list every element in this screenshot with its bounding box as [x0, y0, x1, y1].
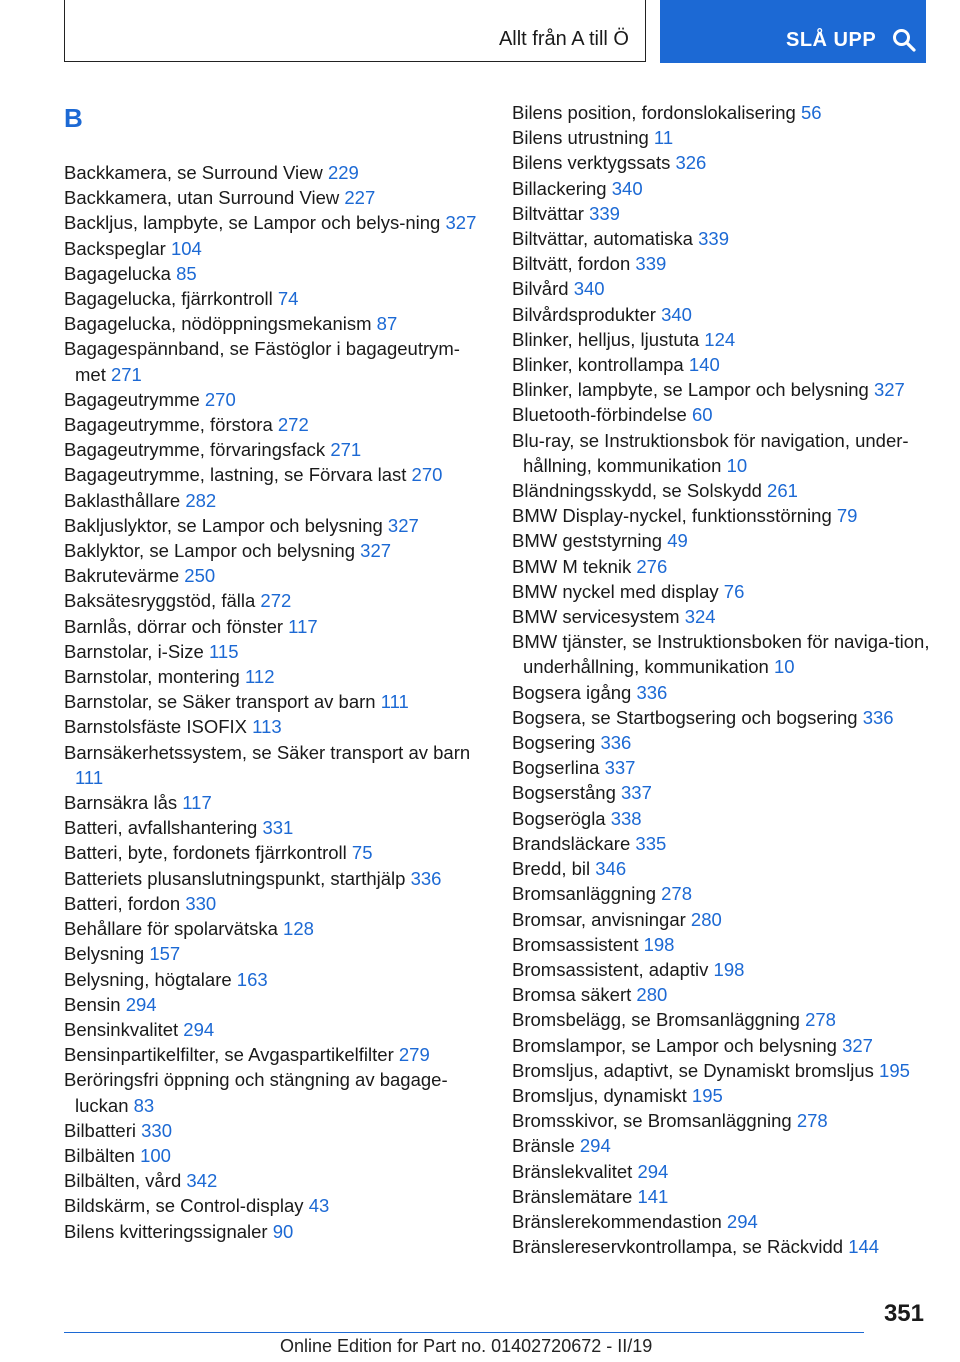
- index-entry-text: Barnstolar, i-Size: [64, 640, 209, 662]
- page-reference-link[interactable]: 198: [643, 933, 675, 955]
- index-entry-text: BMW Display-nyckel, funktionsstörning: [512, 505, 837, 527]
- page-reference-link[interactable]: 270: [204, 388, 236, 410]
- index-entry-text: Bilens position, fordonslokalisering: [512, 102, 801, 123]
- page-reference-link[interactable]: 276: [636, 555, 668, 577]
- index-entry-text: Belysning: [64, 943, 150, 965]
- index-entry: [512, 1033, 932, 1058]
- page-reference-link[interactable]: 327: [842, 1034, 873, 1056]
- index-entry: [512, 1234, 932, 1259]
- page-reference-link[interactable]: 324: [684, 606, 716, 628]
- index-entry: [64, 866, 484, 891]
- index-entry: [512, 150, 932, 175]
- page-reference-link[interactable]: 79: [836, 505, 858, 527]
- index-entry: [512, 1159, 932, 1184]
- index-entry: [64, 1143, 484, 1168]
- index-entry-text: Bilens kvitteringssignaler: [64, 1220, 273, 1242]
- index-entry: [512, 528, 932, 553]
- index-entry: [512, 251, 932, 276]
- page-reference-link[interactable]: 339: [635, 253, 667, 275]
- index-entry: [64, 992, 484, 1017]
- index-entry: [512, 352, 932, 377]
- page-reference-link[interactable]: 76: [723, 580, 745, 602]
- index-entry: [64, 160, 484, 185]
- index-entry-text: Bluetooth-förbindelse: [512, 404, 692, 426]
- index-entry-text: Bagagelucka, fjärrkontroll: [64, 288, 278, 310]
- index-entry-text: Batteriets plusanslutningspunkt, starthjälp: [64, 867, 411, 889]
- index-entry: [64, 664, 484, 689]
- page-reference-link[interactable]: 11: [653, 127, 674, 149]
- index-list-left: [64, 160, 484, 1244]
- index-entry-text: Bromsskivor, se Bromsanläggning: [512, 1110, 797, 1132]
- index-entry-text: Bredd, bil: [512, 858, 596, 880]
- index-entry-text: Bromsanläggning: [512, 883, 662, 905]
- index-entry-text: Barnsäkra lås: [64, 792, 183, 814]
- index-entry-text: Barnstolar, montering: [64, 666, 245, 688]
- index-entry: [64, 588, 484, 613]
- page-reference-link[interactable]: 279: [398, 1044, 430, 1066]
- index-entry: [512, 604, 932, 629]
- index-entry-text: Bogserögla: [512, 807, 611, 829]
- index-entry-text: Brandsläckare: [512, 832, 636, 854]
- index-entry-text: BMW geststyrning: [512, 530, 668, 552]
- index-entry: [512, 831, 932, 856]
- page-reference-link[interactable]: 144: [848, 1236, 880, 1258]
- page-reference-link[interactable]: 346: [595, 858, 627, 880]
- index-entry-text: Biltvätt, fordon: [512, 253, 636, 275]
- page-reference-link[interactable]: 272: [277, 414, 309, 436]
- index-entry-text: Blu-ray, se Instruktionsbok för navigation, under-hållning, kommunikation: [512, 429, 909, 476]
- index-entry-text: Bromsa säkert: [512, 984, 637, 1006]
- footer-rule: [64, 1332, 864, 1333]
- index-entry: [64, 790, 484, 815]
- index-entry-text: Bromslampor, se Lampor och belysning: [512, 1034, 843, 1056]
- page-reference-link[interactable]: 128: [283, 918, 314, 940]
- search-button-label: SLÅ UPP: [786, 29, 877, 51]
- page-reference-link[interactable]: 337: [621, 782, 652, 804]
- index-entry: [512, 579, 932, 604]
- page-reference-link[interactable]: 111: [75, 766, 104, 788]
- page-reference-link[interactable]: 327: [360, 540, 392, 562]
- index-entry: [512, 705, 932, 730]
- page-reference-link[interactable]: 163: [236, 968, 268, 990]
- index-entry: [512, 201, 932, 226]
- index-entry-text: Backkamera, utan Surround View: [64, 187, 345, 209]
- page-reference-link[interactable]: 339: [698, 228, 729, 250]
- index-entry: [512, 881, 932, 906]
- index-entry-text: Belysning, högtalare: [64, 968, 237, 990]
- index-entry: [64, 840, 484, 865]
- index-entry: [64, 916, 484, 941]
- index-entry-text: Bagageutrymme, förstora: [64, 414, 278, 436]
- index-entry: [512, 629, 932, 679]
- index-entry: [64, 689, 484, 714]
- index-entry-text: Behållare för spolarvätska: [64, 918, 284, 940]
- index-entry-text: Bromsar, anvisningar: [512, 908, 691, 930]
- index-entry-text: Bensin: [64, 993, 126, 1015]
- index-entry: [64, 815, 484, 840]
- index-entry-text: Bilbälten, vård: [64, 1170, 187, 1192]
- index-entry-text: Barnsäkerhetssystem, se Säker transport av barn: [64, 741, 471, 763]
- index-entry: [512, 100, 932, 125]
- page-reference-link[interactable]: 75: [351, 842, 373, 864]
- index-entry: [512, 554, 932, 579]
- page-reference-link[interactable]: 229: [327, 162, 359, 183]
- index-entry: [512, 680, 932, 705]
- page-number: 351: [883, 1300, 924, 1327]
- index-entry-text: Bogserstång: [512, 782, 622, 804]
- page-reference-link[interactable]: 294: [125, 993, 157, 1015]
- page-reference-link[interactable]: 111: [380, 691, 409, 713]
- page-reference-link[interactable]: 272: [260, 590, 292, 612]
- page-reference-link[interactable]: 227: [344, 187, 376, 209]
- index-entry-text: Batteri, avfallshantering: [64, 817, 263, 839]
- page-reference-link[interactable]: 271: [110, 363, 142, 385]
- index-entry: [512, 1058, 932, 1083]
- page-reference-link[interactable]: 327: [445, 212, 477, 234]
- index-entry-text: Bilvård: [512, 278, 574, 300]
- index-entry-text: Bränslekvalitet: [512, 1160, 638, 1182]
- index-entry: [512, 907, 932, 932]
- index-entry: [64, 941, 484, 966]
- index-entry: [512, 1184, 932, 1209]
- page-reference-link[interactable]: 261: [767, 480, 798, 502]
- index-entry: [512, 478, 932, 503]
- page-reference-link[interactable]: 327: [387, 514, 419, 536]
- index-entry: [512, 327, 932, 352]
- page-reference-link[interactable]: 336: [862, 706, 894, 728]
- index-entry: [512, 1209, 932, 1234]
- index-entry-text: Bogsering: [512, 732, 601, 754]
- page-reference-link[interactable]: 117: [288, 615, 318, 637]
- page-reference-link[interactable]: 340: [573, 278, 605, 300]
- index-entry-text: Bländningsskydd, se Solskydd: [512, 480, 768, 502]
- index-entry-text: Beröringsfri öppning och stängning av bagage-luckan: [64, 1069, 448, 1116]
- index-entry-text: Bilens verktygssats: [512, 152, 676, 174]
- search-icon: [892, 28, 916, 52]
- index-entry-text: Bagageutrymme: [64, 388, 205, 410]
- index-entry-text: Bilbälten: [64, 1144, 141, 1166]
- page-reference-link[interactable]: 83: [133, 1094, 155, 1116]
- index-list-right: [512, 100, 932, 1259]
- index-entry: [64, 614, 484, 639]
- page-reference-link[interactable]: 198: [713, 958, 745, 980]
- index-entry-text: Bensinkvalitet: [64, 1018, 184, 1040]
- index-entry: [64, 513, 484, 538]
- index-entry-text: BMW M teknik: [512, 555, 637, 577]
- index-entry-text: Bensinpartikelfilter, se Avgaspartikelfilter: [64, 1044, 399, 1066]
- index-entry-text: Blinker, helljus, ljustuta: [512, 328, 705, 350]
- index-entry-text: Barnstolar, se Säker transport av barn: [64, 691, 381, 713]
- index-column-left: [64, 100, 484, 1244]
- index-entry-text: Baksätesryggstöd, fälla: [64, 590, 261, 612]
- page-reference-link[interactable]: 326: [675, 152, 707, 174]
- index-entry: [512, 276, 932, 301]
- index-entry-text: Bogsera, se Startbogsering och bogsering: [512, 706, 863, 728]
- page-reference-link[interactable]: 49: [667, 530, 688, 552]
- index-entry: [64, 311, 484, 336]
- page-reference-link[interactable]: 330: [141, 1119, 172, 1141]
- index-entry-text: Bränslerekommendastion: [512, 1210, 727, 1232]
- index-entry: [64, 236, 484, 261]
- section-letter: B: [64, 103, 83, 133]
- index-entry: [64, 563, 484, 588]
- index-entry-text: Bränsle: [512, 1135, 580, 1157]
- tab-a-to-o[interactable]: [64, 0, 646, 62]
- index-entry: [64, 891, 484, 916]
- index-entry: [512, 125, 932, 150]
- index-entry-text: BMW tjänster, se Instruktionsboken för naviga-tion, underhållning, kommunikation: [512, 631, 930, 678]
- index-entry: [64, 210, 484, 235]
- index-entry: [64, 1042, 484, 1067]
- page-reference-link[interactable]: 104: [170, 237, 202, 259]
- index-entry-text: Backljus, lampbyte, se Lampor och belys-ning: [64, 212, 446, 234]
- index-entry-text: BMW nyckel med display: [512, 580, 724, 602]
- page-reference-link[interactable]: 294: [579, 1135, 611, 1157]
- index-entry: [64, 967, 484, 992]
- search-button[interactable]: [660, 0, 926, 63]
- page-reference-link[interactable]: 100: [140, 1144, 171, 1166]
- index-entry: [512, 780, 932, 805]
- index-entry: [64, 1067, 484, 1117]
- index-entry: [512, 730, 932, 755]
- index-entry-text: Baklasthållare: [64, 489, 186, 511]
- page-reference-link[interactable]: 43: [308, 1195, 330, 1217]
- index-entry: [64, 462, 484, 487]
- top-navigation: [64, 0, 926, 64]
- index-entry: [64, 286, 484, 311]
- index-entry-text: Batteri, byte, fordonets fjärrkontroll: [64, 842, 352, 864]
- index-entry: [64, 1017, 484, 1042]
- index-entry-text: Bromsljus, adaptivt, se Dynamiskt bromsljus: [512, 1059, 880, 1081]
- page-reference-link[interactable]: 340: [661, 303, 692, 325]
- index-entry: [64, 1168, 484, 1193]
- index-entry-text: BMW servicesystem: [512, 606, 685, 628]
- index-entry-text: Bagageutrymme, lastning, se Förvara last: [64, 464, 412, 486]
- page-reference-link[interactable]: 336: [636, 681, 668, 703]
- index-entry: [512, 302, 932, 327]
- page-reference-link[interactable]: 115: [208, 640, 239, 662]
- page-reference-link[interactable]: 340: [611, 177, 643, 199]
- index-entry: [512, 957, 932, 982]
- page-reference-link[interactable]: 112: [244, 666, 275, 688]
- index-entry: [512, 1133, 932, 1158]
- page-reference-link[interactable]: 278: [796, 1110, 828, 1132]
- page-reference-link[interactable]: 336: [410, 867, 442, 889]
- page-reference-link[interactable]: 339: [589, 202, 620, 224]
- page-reference-link[interactable]: 330: [185, 892, 217, 914]
- index-entry-text: Bromsbelägg, se Bromsanläggning: [512, 1009, 806, 1031]
- footer: [280, 1336, 652, 1357]
- page-reference-link[interactable]: 294: [637, 1160, 669, 1182]
- index-entry: [64, 538, 484, 563]
- page-reference-link[interactable]: 195: [691, 1084, 723, 1106]
- page-reference-link[interactable]: 294: [183, 1018, 215, 1040]
- index-entry: [512, 402, 932, 427]
- page-reference-link[interactable]: 278: [805, 1009, 836, 1031]
- index-entry-text: Barnlås, dörrar och fönster: [64, 615, 289, 637]
- page-reference-link[interactable]: 60: [691, 404, 713, 426]
- tab-a-to-o-label: Allt från A till Ö: [498, 28, 629, 50]
- page-reference-link[interactable]: 10: [773, 656, 795, 678]
- index-entry-text: Backkamera, se Surround View: [64, 162, 328, 183]
- index-entry: [512, 428, 932, 478]
- index-entry-text: Batteri, fordon: [64, 892, 186, 914]
- index-entry-text: Billackering: [512, 177, 612, 199]
- page-reference-link[interactable]: 270: [411, 464, 443, 486]
- index-entry-text: Bromsljus, dynamiskt: [512, 1084, 692, 1106]
- page-reference-link[interactable]: 195: [879, 1059, 910, 1081]
- index-entry: [512, 1108, 932, 1133]
- page-reference-link[interactable]: 117: [182, 792, 212, 814]
- index-entry: [64, 412, 484, 437]
- index-entry-text: Bagagespännband, se Fästöglor i bagageutrym-met: [64, 338, 460, 385]
- page-reference-link[interactable]: 124: [704, 328, 736, 350]
- index-entry-text: Bagagelucka, nödöppningsmekanism: [64, 313, 377, 335]
- index-entry: [64, 437, 484, 462]
- footer-edition: Online Edition for Part no. 01402720672 - II/19: [280, 1336, 653, 1356]
- index-entry: [512, 226, 932, 251]
- index-entry: [64, 488, 484, 513]
- index-entry-text: Bogsera igång: [512, 681, 637, 703]
- index-entry-text: Bildskärm, se Control-display: [64, 1195, 309, 1217]
- page-reference-link[interactable]: 85: [176, 262, 197, 284]
- index-entry-text: Baklyktor, se Lampor och belysning: [64, 540, 361, 562]
- page-reference-link[interactable]: 342: [186, 1170, 218, 1192]
- index-entry: [64, 639, 484, 664]
- page-reference-link[interactable]: 280: [636, 984, 668, 1006]
- index-column-right: [512, 100, 932, 1259]
- index-entry: [512, 755, 932, 780]
- index-entry-text: Blinker, kontrollampa: [512, 354, 689, 376]
- index-entry-text: Biltvättar: [512, 202, 590, 224]
- index-entry: [64, 1193, 484, 1218]
- index-entry: [64, 1118, 484, 1143]
- index-entry-text: Bilvårdsprodukter: [512, 303, 662, 325]
- index-entry: [64, 714, 484, 739]
- index-entry: [512, 806, 932, 831]
- index-entry: [64, 185, 484, 210]
- index-entry: [512, 1007, 932, 1032]
- index-entry-text: Bränslemätare: [512, 1185, 638, 1207]
- index-entry-text: Bagageutrymme, förvaringsfack: [64, 439, 331, 461]
- page-reference-link[interactable]: 294: [726, 1210, 758, 1232]
- index-entry-text: Barnstolsfäste ISOFIX: [64, 716, 253, 738]
- page-reference-link[interactable]: 141: [637, 1185, 669, 1207]
- page-reference-link[interactable]: 336: [600, 732, 632, 754]
- index-entry: [512, 176, 932, 201]
- index-entry: [64, 740, 484, 790]
- page-reference-link[interactable]: 250: [184, 565, 216, 587]
- index-entry: [512, 982, 932, 1007]
- page-reference-link[interactable]: 74: [277, 288, 299, 310]
- index-entry-text: Bromsassistent: [512, 933, 644, 955]
- index-entry: [512, 932, 932, 957]
- index-entry-text: Bilens utrustning: [512, 127, 654, 149]
- page-reference-link[interactable]: 278: [661, 883, 692, 905]
- index-entry: [64, 261, 484, 286]
- page-reference-link[interactable]: 337: [604, 757, 636, 779]
- page-reference-link[interactable]: 87: [376, 313, 398, 335]
- page-reference-link[interactable]: 113: [252, 716, 282, 738]
- index-entry-text: Bogserlina: [512, 757, 605, 779]
- index-entry: [512, 1083, 932, 1108]
- index-entry: [512, 503, 932, 528]
- index-entry-text: Bagagelucka: [64, 262, 177, 284]
- index-entry-text: Bakrutevärme: [64, 565, 185, 587]
- page-reference-link[interactable]: 282: [185, 489, 217, 511]
- page-reference-link[interactable]: 271: [330, 439, 362, 461]
- index-entry-text: Bilbatteri: [64, 1119, 142, 1141]
- index-entry: [64, 1219, 484, 1244]
- page-reference-link[interactable]: 327: [873, 379, 905, 401]
- index-entry-text: Bromsassistent, adaptiv: [512, 958, 714, 980]
- page-reference-link[interactable]: 10: [726, 454, 748, 476]
- page-reference-link[interactable]: 331: [262, 817, 294, 839]
- index-entry-text: Backspeglar: [64, 237, 171, 259]
- index-entry: [64, 387, 484, 412]
- page-reference-link[interactable]: 56: [800, 102, 822, 123]
- index-entry: [512, 856, 932, 881]
- index-entry-text: Biltvättar, automatiska: [512, 228, 699, 250]
- index-entry: [512, 377, 932, 402]
- index-entry-text: Bakljuslyktor, se Lampor och belysning: [64, 514, 388, 536]
- page-reference-link[interactable]: 335: [635, 832, 667, 854]
- page-reference-link[interactable]: 140: [688, 354, 720, 376]
- index-entry: [64, 336, 484, 386]
- page-reference-link[interactable]: 90: [272, 1220, 294, 1242]
- page-reference-link[interactable]: 338: [610, 807, 642, 829]
- index-entry-text: Blinker, lampbyte, se Lampor och belysning: [512, 379, 874, 401]
- index-entry-text: Bränslereservkontrollampa, se Räckvidd: [512, 1236, 849, 1258]
- page-reference-link[interactable]: 157: [149, 943, 181, 965]
- page-reference-link[interactable]: 280: [690, 908, 722, 930]
